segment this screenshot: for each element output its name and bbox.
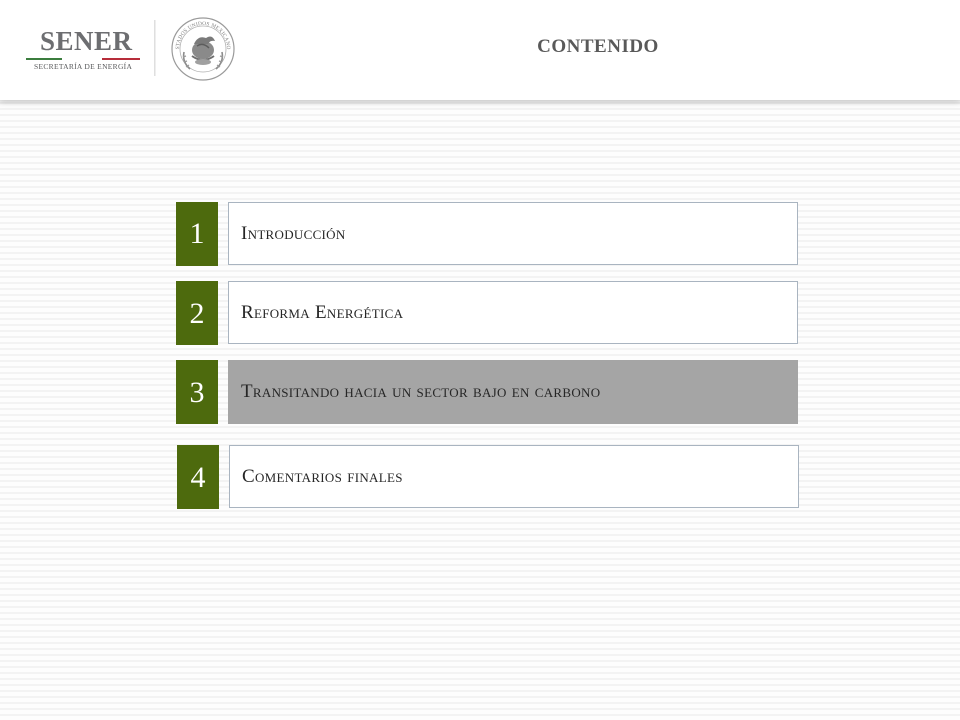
agenda-label-box-3 (228, 360, 798, 424)
agenda-label-4: Comentarios finales (242, 465, 403, 487)
header-bar (0, 0, 960, 100)
coat-of-arms-seal-icon (170, 16, 236, 82)
logo-stripe (26, 58, 140, 61)
agenda-item-3[interactable] (176, 360, 798, 424)
agenda-label-box-2 (228, 281, 798, 344)
agenda-item-2[interactable] (176, 281, 798, 345)
agenda-item-4[interactable] (177, 445, 799, 509)
agenda-label-box-1 (228, 202, 798, 265)
agenda-number-2: 2 (176, 281, 218, 345)
agenda-number-4: 4 (177, 445, 219, 509)
agenda-label-1: Introducción (241, 222, 346, 244)
seal-text: STADOS UNIDOS MEXICANO (174, 20, 232, 50)
logo-name: SENER (40, 26, 133, 56)
header-divider (154, 20, 156, 76)
agenda-label-3: Transitando hacia un sector bajo en carbono (241, 381, 601, 402)
agenda-label-2: Reforma Energética (241, 301, 404, 323)
agenda-number-1: 1 (176, 202, 218, 266)
header-shadow (0, 100, 960, 106)
sener-logo (26, 28, 146, 76)
agenda-number-3: 3 (176, 360, 218, 424)
logo-subtitle: SECRETARÍA DE ENERGÍA (34, 62, 133, 71)
page-title: CONTENIDO (537, 36, 659, 57)
agenda-item-1[interactable] (176, 202, 798, 266)
agenda-label-box-4 (229, 445, 799, 508)
